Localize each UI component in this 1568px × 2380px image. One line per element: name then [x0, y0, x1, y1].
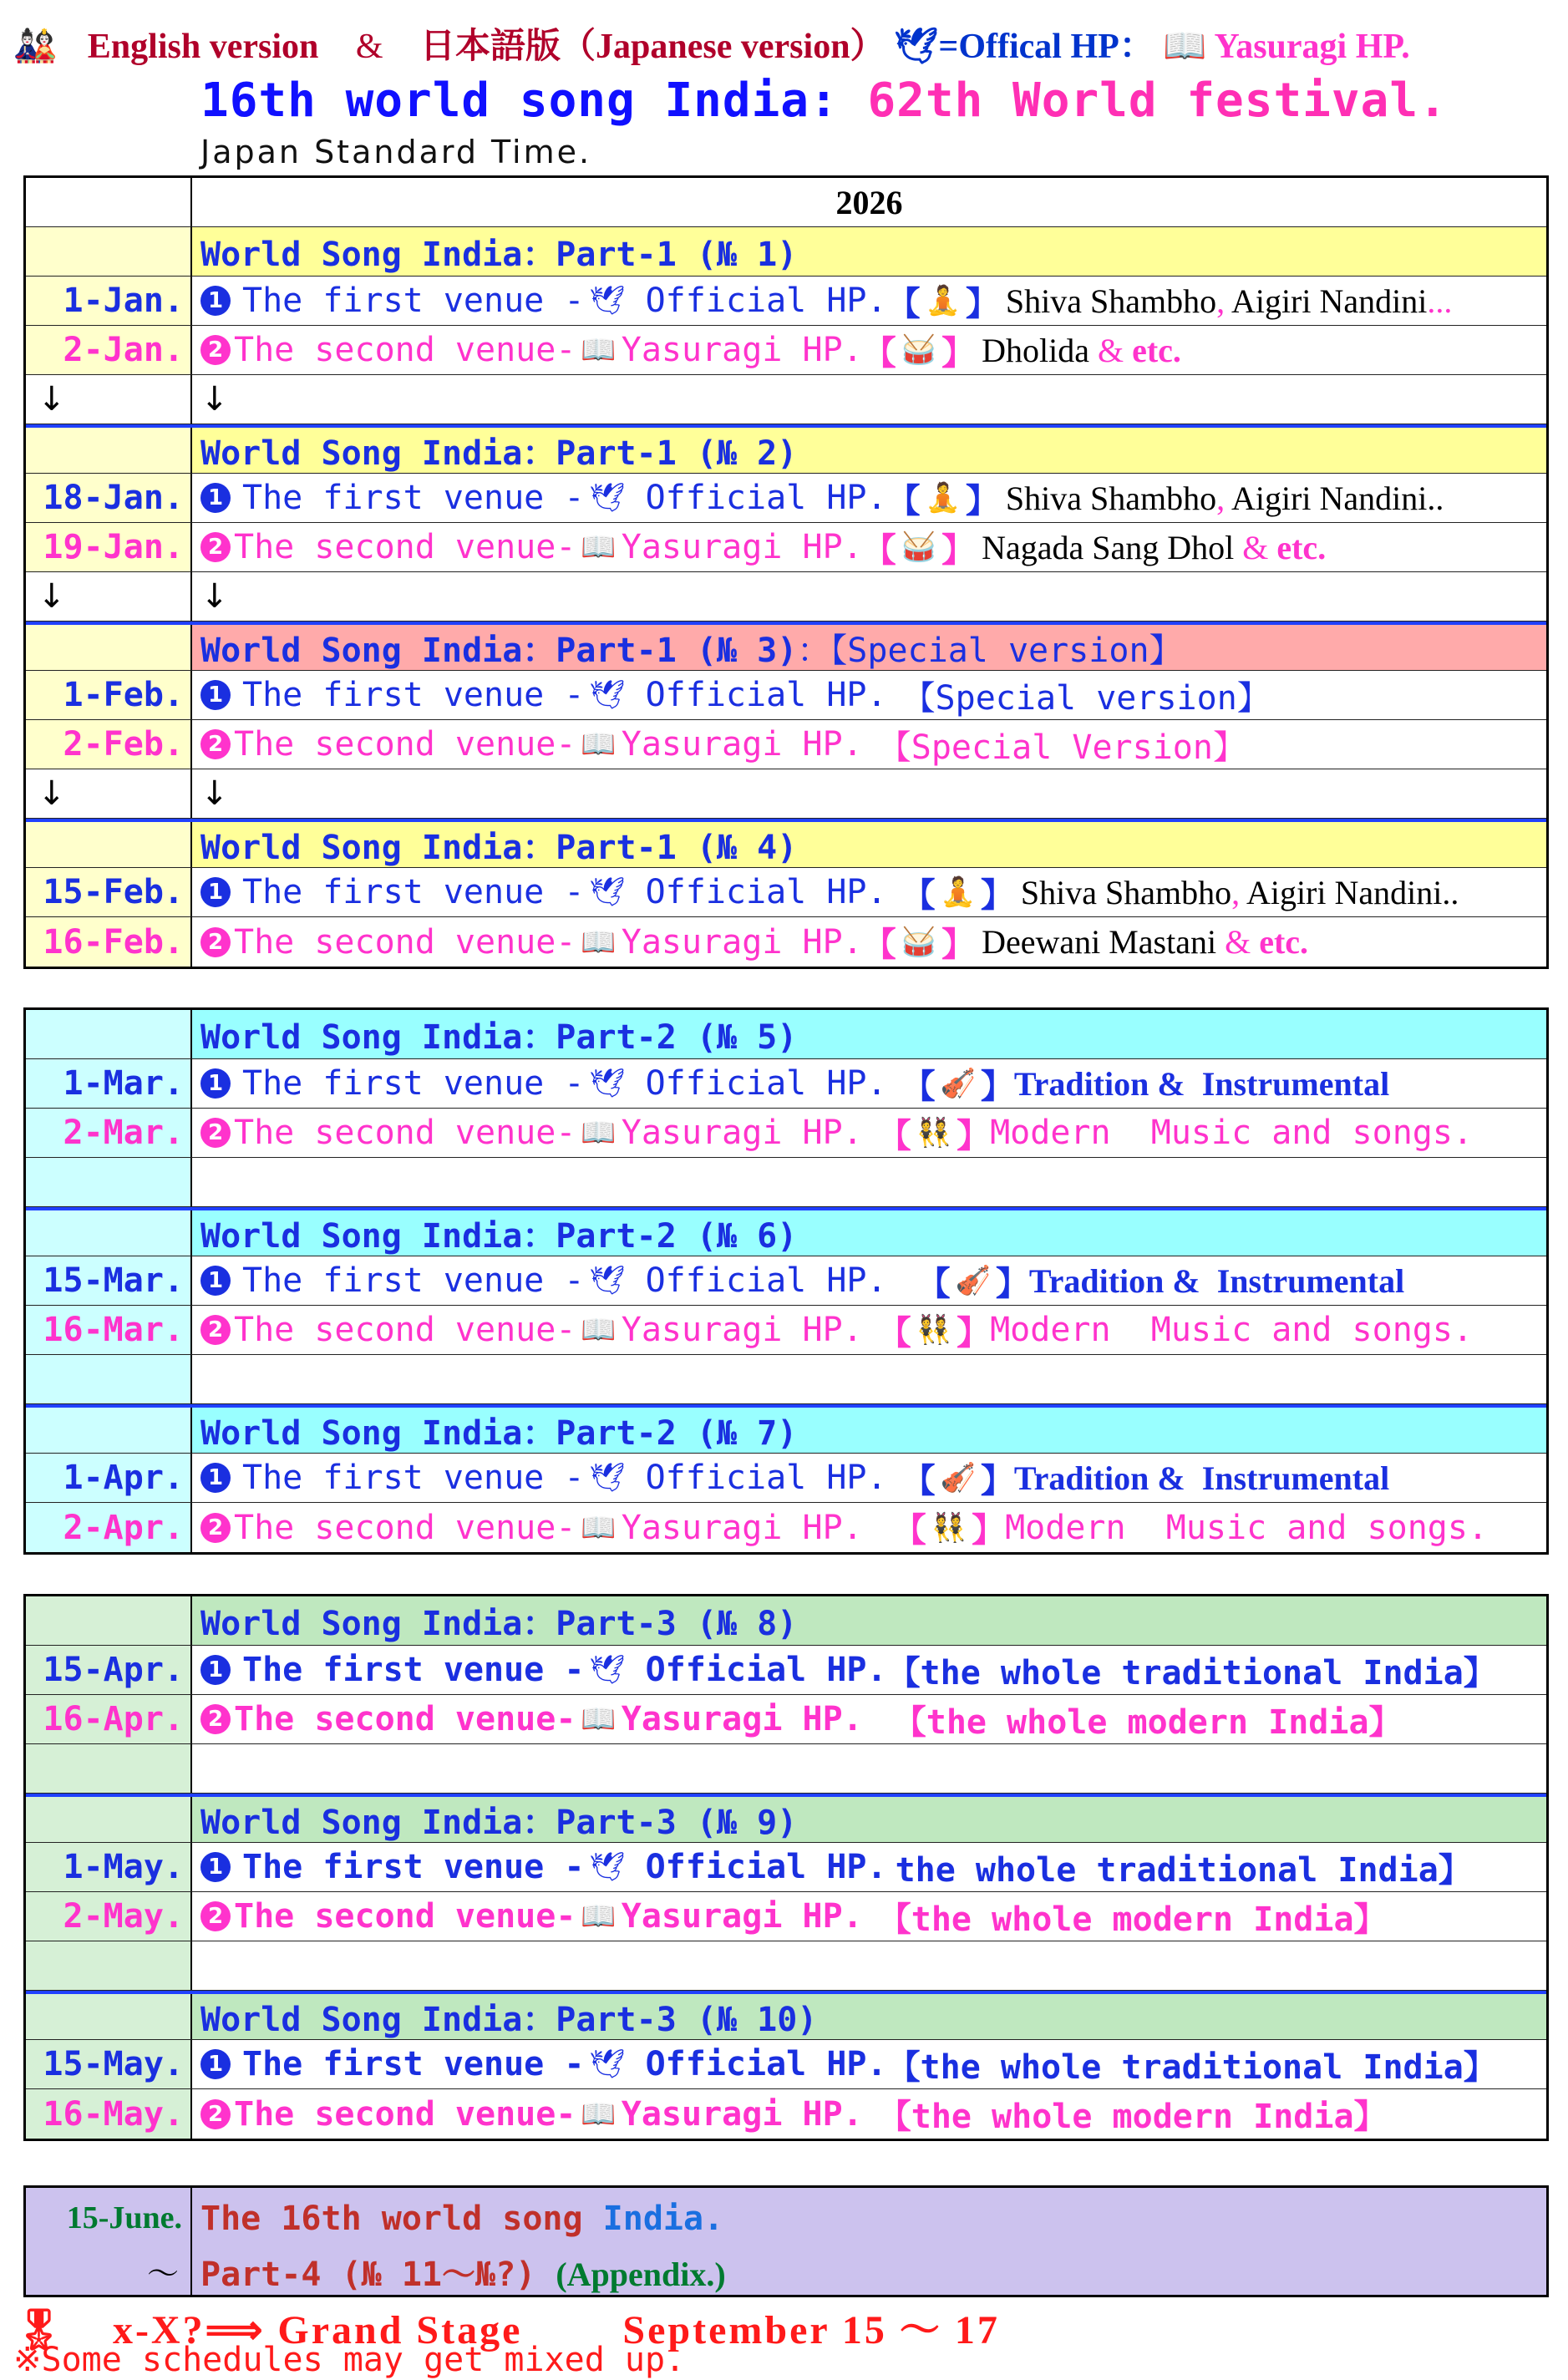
event-date: 16-Apr.: [26, 1695, 192, 1743]
venue2-cell: 2 The second venue- 📖 Yasuragi HP. 【 👯 】 Modern Music and songs.: [192, 1109, 1546, 1157]
venue2-cell: 2 The second venue- 📖 Yasuragi HP. 【 🥁 】 Dholida & etc.: [192, 326, 1546, 374]
spacer-row: [26, 1744, 1546, 1794]
yasuragi-hp-link[interactable]: Yasuragi HP.: [621, 1508, 863, 1547]
year-label: 2026: [835, 183, 903, 221]
first-venue-label: The first venue -: [242, 282, 585, 320]
dove-icon: 🕊: [589, 875, 626, 909]
second-venue-label: The second venue-: [234, 528, 576, 566]
number-one-badge: 1: [200, 2049, 231, 2079]
yasuragi-hp-link[interactable]: Yasuragi HP.: [621, 1114, 863, 1152]
official-hp-link[interactable]: Official HP.: [645, 676, 887, 714]
program-description: Tradition & Instrumental: [1028, 1261, 1405, 1300]
event-header: World Song India：Part-2 (№ 6): [192, 1210, 1546, 1256]
arrow-row: [26, 375, 1546, 424]
language-icon: 🎎: [13, 28, 58, 66]
program-description: 【Special version】: [901, 678, 1271, 718]
venue1-row: [26, 474, 1546, 523]
venue2-cell: [192, 2089, 1546, 2139]
dancers-icon: 👯: [916, 1116, 952, 1149]
page-title: [200, 74, 1448, 128]
number-one-badge: 1: [200, 1852, 231, 1882]
book-icon: 📖: [581, 1900, 617, 1933]
yasuragi-hp-link[interactable]: Yasuragi HP.: [621, 2094, 863, 2134]
second-venue-label: The second venue-: [234, 1508, 576, 1547]
title-part1: 16th world song India:: [200, 74, 839, 128]
number-one-badge: 1: [200, 1068, 231, 1099]
venue1-cell: [192, 2040, 1546, 2088]
first-venue-label: The first venue -: [242, 873, 585, 911]
program-description: Tradition & Instrumental: [1013, 1064, 1390, 1103]
official-hp-link[interactable]: Official HP.: [645, 2045, 887, 2083]
event-header: World Song India：Part-1 (№ 1): [192, 227, 1546, 276]
program-description: the whole traditional India】: [895, 1850, 1472, 1890]
first-venue-label: The first venue -: [242, 1848, 585, 1886]
dove-icon: 🕊: [589, 678, 626, 712]
event-header-row: [26, 622, 1546, 671]
song-list: Nagada Sang Dhol & etc.: [982, 528, 1327, 566]
venue1-cell: 1 The first venue - 🕊 Official HP. 【 🎻 】 Tradition & Instrumental: [192, 1454, 1546, 1502]
dove-icon: 🕊: [589, 2048, 626, 2081]
event-date: 19-Jan.: [26, 523, 192, 571]
schedule-table-part2: [23, 1007, 1549, 1555]
venue1-cell: 1 The first venue - 🕊 Official HP. 【 🎻 】 Tradition & Instrumental: [192, 1256, 1546, 1305]
header-date-cell: [26, 227, 192, 276]
venue2-row: [26, 720, 1546, 769]
first-venue-label: The first venue -: [242, 479, 585, 517]
second-venue-label: The second venue-: [234, 2094, 576, 2134]
book-icon: 📖: [581, 728, 617, 761]
venue2-cell: 2 The second venue- 📖 Yasuragi HP. 【 👯 】 Modern Music and songs.: [192, 1306, 1546, 1354]
venue1-row: [26, 1059, 1546, 1109]
number-one-badge: 1: [200, 1266, 231, 1296]
second-venue-label: The second venue-: [234, 1700, 576, 1738]
down-arrow-icon: ↓: [200, 774, 229, 813]
event-header-row: [26, 1991, 1546, 2040]
event-header: World Song India：Part-3 (№ 10): [192, 1994, 1546, 2039]
appendix-date-cell: [26, 2188, 192, 2295]
schedule-disclaimer: ※Some schedules may get mixed up.: [13, 2341, 686, 2379]
venue1-row: [26, 1843, 1546, 1892]
number-one-badge: 1: [200, 680, 231, 710]
first-venue-label: The first venue -: [242, 1651, 585, 1689]
dove-icon: 🕊: [589, 481, 626, 515]
venue1-row: [26, 1256, 1546, 1306]
first-venue-label: The first venue -: [242, 2045, 585, 2083]
dancers-icon: 👯: [931, 1510, 967, 1545]
event-date: 1-Jan.: [26, 277, 192, 325]
dove-icon: 🕊: [589, 1067, 626, 1100]
first-venue-label: The first venue -: [242, 1261, 585, 1300]
special-version-tag: ：【Special version】: [797, 631, 1183, 670]
number-two-badge: 2: [200, 927, 231, 957]
official-hp-link[interactable]: Official HP.: [645, 873, 887, 911]
event-date: 15-May.: [26, 2040, 192, 2088]
book-icon: 📖: [581, 1116, 617, 1149]
venue1-row: [26, 1454, 1546, 1503]
song-list: Deewani Mastani & etc.: [982, 923, 1309, 961]
number-two-badge: 2: [200, 335, 231, 365]
grand-stage-dates: September 15 ～ 17: [622, 2308, 1000, 2352]
venue2-row: [26, 326, 1546, 375]
header-date-cell: [26, 1210, 192, 1256]
schedule-table-part1: [23, 175, 1549, 969]
venue1-row: [26, 2040, 1546, 2089]
appendix-box: [23, 2185, 1549, 2297]
down-arrow-icon: ↓: [200, 380, 229, 419]
number-two-badge: 2: [200, 2099, 231, 2129]
program-description: Modern Music and songs.: [990, 1311, 1474, 1349]
venue1-cell: 1 The first venue - 🕊 Official HP. 【 🧘 】 Shiva Shambho, Aigiri Nandini..: [192, 868, 1546, 916]
drum-icon: 🥁: [901, 530, 937, 564]
event-header-row: [26, 1794, 1546, 1843]
book-icon: 📖: [581, 530, 617, 564]
event-header-row: [26, 227, 1546, 277]
number-one-badge: 1: [200, 1463, 231, 1493]
venue1-cell: [192, 1843, 1546, 1891]
ampersand: &: [355, 28, 383, 66]
program-description: 【the whole traditional India】: [886, 1653, 1497, 1692]
official-hp-link[interactable]: Official HP.: [645, 1651, 887, 1689]
yasuragi-hp-link[interactable]: Yasuragi HP.: [621, 1311, 863, 1349]
event-header: World Song India：Part-1 (№ 3) ：【Special version】: [192, 625, 1546, 670]
book-icon: 📖: [581, 333, 617, 367]
official-hp-link[interactable]: Official HP.: [645, 1459, 887, 1497]
dove-icon: 🕊: [894, 28, 939, 66]
second-venue-label: The second venue-: [234, 922, 576, 962]
venue1-cell: [192, 1646, 1546, 1694]
english-version-link[interactable]: English version: [87, 28, 319, 66]
schedule-table-part3: [23, 1594, 1549, 2141]
event-date: 15-Apr.: [26, 1646, 192, 1694]
venue1-cell: 1 The first venue - 🕊 Official HP. 【 🎻 】 Tradition & Instrumental: [192, 1059, 1546, 1108]
number-two-badge: 2: [200, 1513, 231, 1543]
event-header: World Song India：Part-3 (№ 9): [192, 1797, 1546, 1842]
book-icon: 📖: [581, 1703, 617, 1736]
event-header: World Song India：Part-3 (№ 8): [192, 1596, 1546, 1645]
venue2-row: [26, 1892, 1546, 1941]
venue1-row: [26, 671, 1546, 720]
timezone-note: Japan Standard Time.: [200, 134, 592, 170]
second-venue-label: The second venue-: [234, 1114, 576, 1152]
venue1-cell: 1 The first venue - 🕊 Official HP. 【 🧘 】 Shiva Shambho, Aigiri Nandini...: [192, 277, 1546, 325]
official-hp-link[interactable]: Official HP.: [645, 282, 887, 320]
venue2-row: [26, 1306, 1546, 1355]
program-description: 【the whole modern India】: [892, 1703, 1403, 1742]
first-venue-label: The first venue -: [242, 1459, 585, 1497]
event-header: World Song India：Part-1 (№ 4): [192, 822, 1546, 867]
dancers-icon: 👯: [916, 1313, 952, 1347]
venue1-cell: [192, 671, 1546, 719]
down-arrow-icon: ↓: [26, 769, 192, 818]
official-hp-link[interactable]: Official HP.: [645, 479, 887, 517]
number-one-badge: 1: [200, 1655, 231, 1685]
event-header-row: [26, 1010, 1546, 1059]
first-venue-label: The first venue -: [242, 676, 585, 714]
dove-icon: 🕊: [589, 1653, 626, 1687]
event-header: World Song India：Part-2 (№ 5): [192, 1010, 1546, 1058]
event-date: 18-Jan.: [26, 474, 192, 522]
meditation-icon: 🧘: [925, 481, 961, 515]
venue2-cell: [192, 1695, 1546, 1743]
spacer-row: [26, 1355, 1546, 1404]
dove-icon: 🕊: [589, 1461, 626, 1494]
event-date: 16-Mar.: [26, 1306, 192, 1354]
header-date-cell: [26, 1010, 192, 1058]
event-header: World Song India：Part-1 (№ 2): [192, 428, 1546, 473]
program-description: 【the whole traditional India】: [886, 2048, 1497, 2087]
event-header-row: [26, 1404, 1546, 1454]
venue1-row: [26, 277, 1546, 326]
header-date-cell: [26, 1797, 192, 1842]
appendix-date: 15-June.: [66, 2200, 182, 2235]
venue2-row: [26, 1109, 1546, 1158]
number-two-badge: 2: [200, 1315, 231, 1345]
event-date: 2-Mar.: [26, 1109, 192, 1157]
event-date: 2-Jan.: [26, 326, 192, 374]
violin-icon: 🎻: [955, 1264, 991, 1297]
number-two-badge: 2: [200, 1704, 231, 1734]
venue2-row: [26, 2089, 1546, 2139]
medal-icon: 🎖: [13, 2308, 67, 2352]
number-one-badge: 1: [200, 286, 231, 316]
header-date-cell: [26, 1994, 192, 2039]
event-date: 2-May.: [26, 1892, 192, 1941]
language-bar: [13, 18, 1410, 69]
number-two-badge: 2: [200, 1118, 231, 1148]
yasuragi-hp-link[interactable]: Yasuragi HP.: [621, 1700, 863, 1738]
event-header-row: [26, 1207, 1546, 1256]
venue2-row: [26, 1695, 1546, 1744]
official-hp-link[interactable]: Official HP.: [645, 1064, 887, 1103]
event-date: 16-Feb.: [26, 917, 192, 967]
book-icon: 📖: [581, 2097, 617, 2131]
violin-icon: 🎻: [940, 1461, 976, 1494]
program-description: 【the whole modern India】: [877, 2098, 1388, 2136]
dove-icon: 🕊: [589, 284, 626, 317]
title-part2: 62th World festival.: [867, 74, 1448, 128]
appendix-subtitle: Part-4 (№ 11～№?) (Appendix.): [200, 2256, 726, 2294]
appendix-text-cell: [192, 2188, 1546, 2295]
second-venue-label: The second venue-: [234, 1897, 576, 1936]
down-arrow-icon: ↓: [26, 375, 192, 424]
venue2-row: [26, 523, 1546, 572]
number-two-badge: 2: [200, 729, 231, 759]
appendix-title: The 16th world song India.: [200, 2200, 724, 2238]
number-one-badge: 1: [200, 483, 231, 513]
venue2-cell: [192, 720, 1546, 769]
yasuragi-hp-link[interactable]: Yasuragi HP.: [621, 528, 863, 566]
yasuragi-hp-link[interactable]: Yasuragi HP.: [621, 922, 863, 962]
number-two-badge: 2: [200, 1901, 231, 1931]
event-header: World Song India：Part-2 (№ 7): [192, 1408, 1546, 1453]
spacer-row: [26, 1941, 1546, 1991]
header-date-cell: [26, 1408, 192, 1453]
program-description: Modern Music and songs.: [1005, 1508, 1489, 1547]
song-list: Shiva Shambho, Aigiri Nandini...: [1005, 282, 1453, 320]
year-blank-cell: [26, 178, 192, 226]
header-date-cell: [26, 428, 192, 473]
header-date-cell: [26, 1596, 192, 1645]
book-icon: 📖: [581, 1313, 617, 1347]
program-description: Modern Music and songs.: [990, 1114, 1474, 1152]
event-header-row: [26, 424, 1546, 474]
meditation-icon: 🧘: [925, 284, 961, 317]
book-icon: 📖: [581, 925, 617, 959]
official-hp-link[interactable]: =Offical HP：: [938, 28, 1154, 66]
date-range-tilde: ～: [146, 2256, 179, 2292]
venue2-cell: 2 The second venue- 📖 Yasuragi HP. 【 🥁 】 Deewani Mastani & etc.: [192, 917, 1546, 967]
year-row: [26, 178, 1546, 227]
down-arrow-icon: ↓: [26, 572, 192, 621]
event-date: 1-Apr.: [26, 1454, 192, 1502]
program-description: Tradition & Instrumental: [1013, 1459, 1390, 1497]
event-date: 2-Apr.: [26, 1503, 192, 1552]
number-one-badge: 1: [200, 877, 231, 907]
venue1-cell: 1 The first venue - 🕊 Official HP. 【 🧘 】 Shiva Shambho, Aigiri Nandini..: [192, 474, 1546, 522]
header-date-cell: [26, 822, 192, 867]
arrow-row: [26, 769, 1546, 819]
second-venue-label: The second venue-: [234, 331, 576, 369]
arrow-row: [26, 572, 1546, 622]
venue1-row: [26, 1646, 1546, 1695]
book-icon: 📖: [1163, 28, 1207, 66]
drum-icon: 🥁: [901, 925, 937, 959]
first-venue-label: The first venue -: [242, 1064, 585, 1103]
event-date: 15-Mar.: [26, 1256, 192, 1305]
second-venue-label: The second venue-: [234, 1311, 576, 1349]
japanese-version-link[interactable]: 日本語版（Japanese version）: [420, 28, 885, 66]
song-list: Dholida & etc.: [982, 331, 1181, 369]
header-date-cell: [26, 625, 192, 670]
song-list: Shiva Shambho, Aigiri Nandini..: [1020, 873, 1459, 911]
dove-icon: 🕊: [589, 1264, 626, 1297]
event-header-row: [26, 1596, 1546, 1646]
yasuragi-hp-link[interactable]: Yasuragi HP.: [621, 331, 863, 369]
event-date: 1-Mar.: [26, 1059, 192, 1108]
venue2-cell: [192, 1892, 1546, 1941]
official-hp-link[interactable]: Official HP.: [645, 1848, 887, 1886]
event-date: 16-May.: [26, 2089, 192, 2139]
violin-icon: 🎻: [940, 1067, 976, 1100]
down-arrow-icon: ↓: [200, 577, 229, 616]
dove-icon: 🕊: [589, 1850, 626, 1884]
event-date: 2-Feb.: [26, 720, 192, 769]
yasuragi-hp-link[interactable]: Yasuragi HP.: [1214, 28, 1410, 66]
venue2-cell: 2 The second venue- 📖 Yasuragi HP. 【 🥁 】 Nagada Sang Dhol & etc.: [192, 523, 1546, 571]
event-header-row: [26, 819, 1546, 868]
number-two-badge: 2: [200, 532, 231, 562]
yasuragi-hp-link[interactable]: Yasuragi HP.: [621, 1897, 863, 1936]
program-description: 【the whole modern India】: [877, 1900, 1388, 1939]
venue2-row: [26, 1503, 1546, 1552]
official-hp-link[interactable]: Official HP.: [645, 1261, 887, 1300]
venue2-row: [26, 917, 1546, 967]
drum-icon: 🥁: [901, 333, 937, 367]
event-date: 1-May.: [26, 1843, 192, 1891]
event-date: 1-Feb.: [26, 671, 192, 719]
event-date: 15-Feb.: [26, 868, 192, 916]
yasuragi-hp-link[interactable]: Yasuragi HP.: [621, 725, 863, 764]
song-list: Shiva Shambho, Aigiri Nandini..: [1005, 479, 1444, 517]
program-description: 【Special Version】: [877, 728, 1246, 767]
second-venue-label: The second venue-: [234, 725, 576, 764]
meditation-icon: 🧘: [940, 875, 976, 909]
grand-stage-label: x-X?⟹ Grand Stage: [112, 2308, 523, 2352]
spacer-row: [26, 1158, 1546, 1207]
venue2-cell: 2 The second venue- 📖 Yasuragi HP. 【 👯 】 Modern Music and songs.: [192, 1503, 1546, 1552]
venue1-row: [26, 868, 1546, 917]
book-icon: 📖: [581, 1510, 617, 1545]
